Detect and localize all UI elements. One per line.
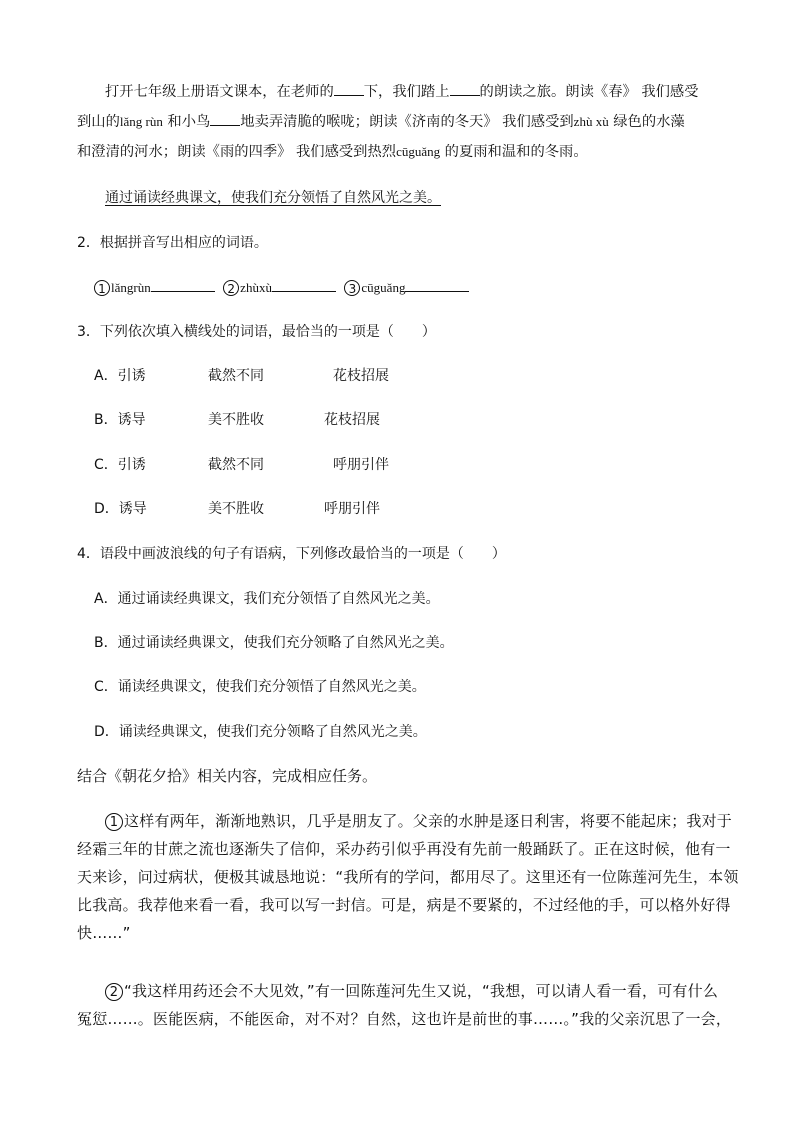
- q2-item-2: 2 zhùxù: [223, 280, 340, 296]
- answer-blank: [334, 81, 364, 96]
- answer-line[interactable]: [151, 277, 215, 292]
- pinyin-langrun: lǎng rùn: [119, 114, 163, 129]
- answer-blank: [450, 81, 480, 96]
- passage-paragraph: [77, 77, 717, 167]
- reading-paragraph-1: 1 这样有两年，渐渐地熟识，几乎是朋友了。父亲的水肿是逐日利害，将要不能起床；我对于 经霜三年的甘蔗之流也逐渐失了信仰，采办药引似乎再没有先前一般踊跃了。正在这时候，他有一 天来诊，问过病状，便极其诚恳地说：“我所有的学问，都用尽了。这里还有一位陈莲河先生，本领 比我高。我荐他来看一看，我可以写一封信。可是，病是不要紧的，不过经他的手，可以格外好得 快……”: [77, 812, 739, 942]
- circled-number: 1: [94, 280, 110, 296]
- answer-line[interactable]: [272, 277, 336, 292]
- q2-item-1: 1 lǎngrùn: [94, 280, 219, 296]
- passage-line-3: 和澄清的河水；朗读《雨的四季》 我们感受到热烈cūguǎng 的夏雨和温和的冬雨。: [77, 144, 588, 160]
- circled-number: 2: [223, 280, 239, 296]
- reading-paragraph-2: 2 “我这样用药还会不大见效，”有一回陈莲河先生又说，“我想，可以请人看一看，可有什么 冤愆……。医能医病，不能医命，对不对？自然，这也许是前世的事……。”我的父亲沉思了一会，: [77, 982, 732, 1028]
- answer-blank: [210, 111, 240, 126]
- answer-line[interactable]: [405, 277, 469, 292]
- q4-option-a[interactable]: A．通过诵读经典课文，我们充分领悟了自然风光之美。: [94, 591, 440, 607]
- passage-line-1: 打开七年级上册语文课本，在老师的 下，我们踏上 的朗读之旅。朗读《春》 我们感受: [77, 77, 717, 107]
- circled-number: 1: [105, 813, 123, 831]
- underlined-sentence: 通过诵读经典课文，使我们充分领悟了自然风光之美。: [105, 190, 441, 206]
- circled-number: 3: [344, 280, 360, 296]
- pinyin-cuguang: cūguǎng: [396, 144, 441, 159]
- question-3-stem: 3．下列依次填入横线处的词语，最恰当的一项是（ ）: [77, 324, 436, 340]
- q4-option-b[interactable]: B．通过诵读经典课文，使我们充分领略了自然风光之美。: [94, 635, 454, 651]
- section-intro: 结合《朝花夕拾》相关内容，完成相应任务。: [77, 767, 378, 785]
- q4-option-d[interactable]: D．诵读经典课文，使我们充分领略了自然风光之美。: [94, 724, 427, 740]
- question-2-items: [94, 277, 473, 298]
- passage-line-2: 到山的lǎng rùn 和小鸟 地卖弄清脆的喉咙；朗读《济南的冬天》 我们感受到zhù xù 绿色的水藻: [77, 107, 717, 137]
- q2-item-3: 3 cūguǎng: [344, 280, 473, 296]
- question-4-stem: 4．语段中画波浪线的句子有语病，下列修改最恰当的一项是（ ）: [77, 546, 506, 562]
- question-2-stem: 2．根据拼音写出相应的词语。: [77, 235, 268, 251]
- circled-number: 2: [105, 983, 123, 1001]
- pinyin-zhuxu: zhù xù: [573, 114, 609, 129]
- q4-option-c[interactable]: C．诵读经典课文，使我们充分领悟了自然风光之美。: [94, 679, 426, 695]
